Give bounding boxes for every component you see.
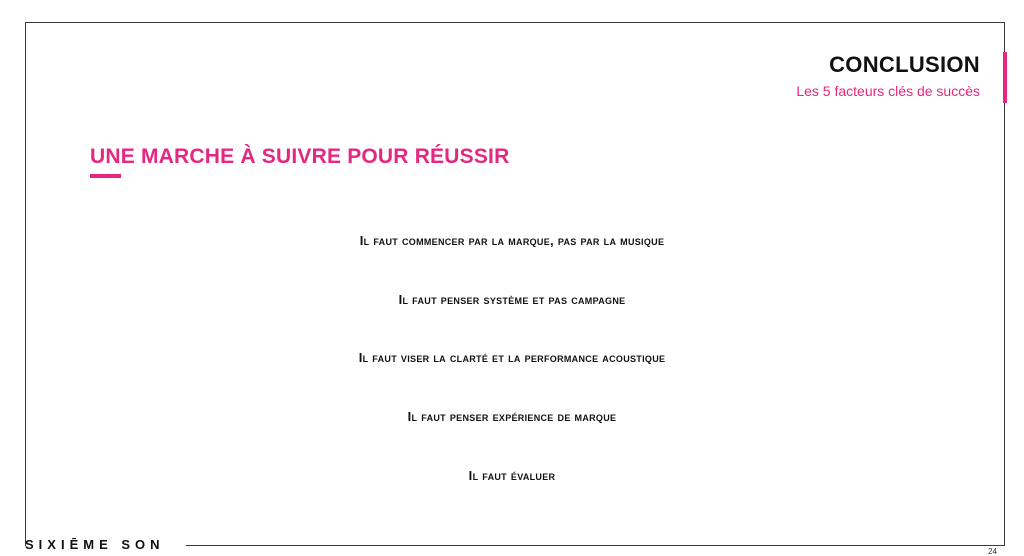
rule-item: Il faut évaluer xyxy=(468,468,556,483)
footer-divider xyxy=(186,545,1005,546)
section-title-underline xyxy=(90,174,121,178)
section-title: UNE MARCHE À SUIVRE POUR RÉUSSIR xyxy=(90,145,510,168)
page-number: 24 xyxy=(988,547,997,556)
brand-logo: SIXIĒME SON xyxy=(25,537,165,552)
header-title: CONCLUSION xyxy=(829,52,980,77)
rule-item: Il faut commencer par la marque, pas par la musique xyxy=(359,233,665,248)
header-accent-bar xyxy=(1003,52,1007,103)
slide-header xyxy=(796,52,980,101)
header-subtitle: Les 5 facteurs clés de succès xyxy=(796,83,980,99)
rule-item: Il faut penser expérience de marque xyxy=(407,409,617,424)
rule-item: Il faut viser la clarté et la performance acoustique xyxy=(358,350,666,365)
rule-item: Il faut penser système et pas campagne xyxy=(398,292,626,307)
